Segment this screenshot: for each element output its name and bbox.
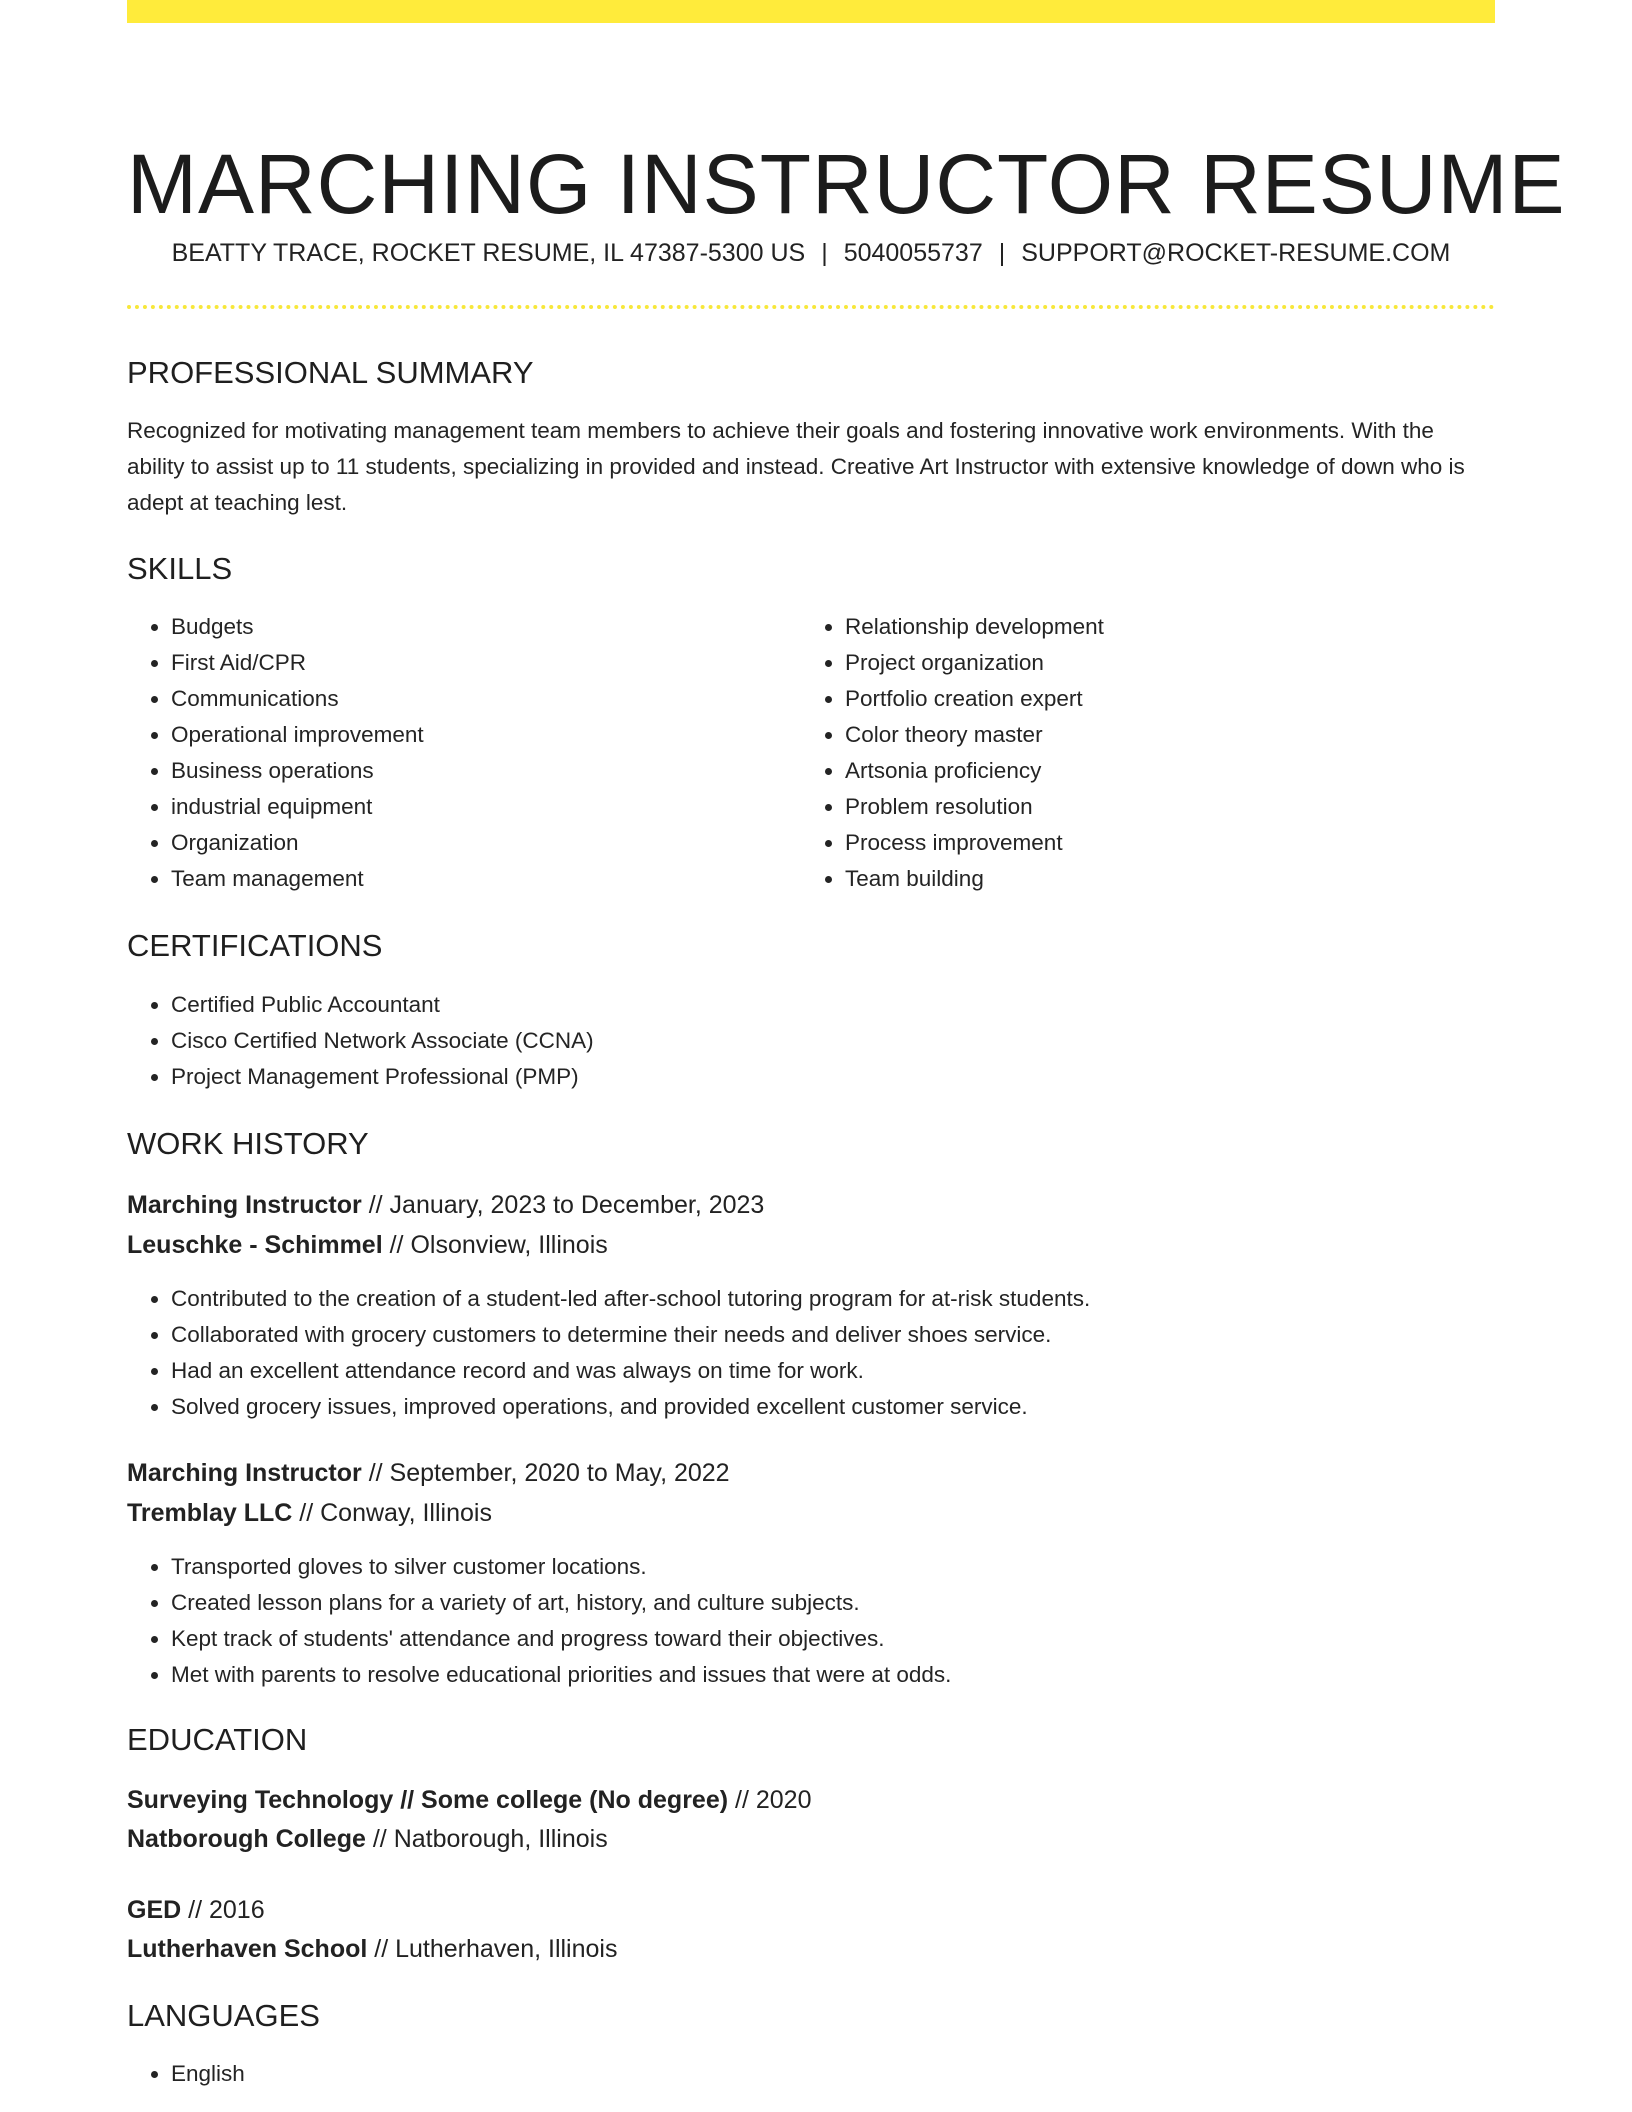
skills-list-right: [801, 609, 1104, 897]
entry-separator: //: [361, 1459, 390, 1487]
job-bullet: • Created lesson plans for a variety of art, history, and culture subjects.: [171, 1585, 951, 1621]
contact-email: SUPPORT@ROCKET-RESUME.COM: [1021, 239, 1451, 267]
skill-item: • Portfolio creation expert: [845, 681, 1104, 717]
skill-item: • Business operations: [171, 753, 424, 789]
education-degree: Surveying Technology // Some college (No degree): [127, 1786, 729, 1814]
job-company-line: [127, 1228, 608, 1262]
entry-separator: //: [292, 1499, 321, 1527]
contact-separator: |: [821, 239, 828, 267]
certifications-list: [127, 987, 594, 1095]
certification-item: • Certified Public Accountant: [171, 987, 594, 1023]
entry-separator: //: [382, 1231, 411, 1259]
job-bullet: • Kept track of students' attendance and progress toward their objectives.: [171, 1621, 951, 1657]
education-school-line: [127, 1932, 617, 1966]
job-company: Leuschke - Schimmel: [127, 1231, 383, 1259]
contact-separator: |: [998, 239, 1006, 267]
skill-item: • Problem resolution: [845, 789, 1104, 825]
language-item: • English: [171, 2056, 245, 2092]
education-school-line: [127, 1822, 608, 1856]
job-title: Marching Instructor: [127, 1191, 362, 1219]
certification-item: • Cisco Certified Network Associate (CCNA): [171, 1023, 594, 1059]
job-location: Conway, Illinois: [320, 1499, 492, 1527]
skill-item: • Communications: [171, 681, 424, 717]
entry-separator: //: [361, 1191, 390, 1219]
job-bullet: • Transported gloves to silver customer locations.: [171, 1549, 951, 1585]
summary-heading: PROFESSIONAL SUMMARY: [127, 355, 534, 390]
skill-item: • Artsonia proficiency: [845, 753, 1104, 789]
education-heading: EDUCATION: [127, 1722, 308, 1757]
certification-item: • Project Management Professional (PMP): [171, 1059, 594, 1095]
job-title: Marching Instructor: [127, 1459, 362, 1487]
dotted-divider: [127, 305, 1495, 309]
job-company-line: [127, 1496, 492, 1530]
job-title-line: [127, 1188, 764, 1222]
education-school: Natborough College: [127, 1825, 366, 1853]
entry-separator: //: [365, 1825, 394, 1853]
summary-text: Recognized for motivating management team members to achieve their goals and fostering innovative work environments. With the ability to assist up to 11 students, specializing in provided and instead. Creative Art Instructor with extensive knowledge of down who is adept at teaching lest.: [127, 418, 1465, 515]
languages-list: [127, 2056, 245, 2092]
education-year: 2020: [755, 1786, 812, 1814]
certifications-heading: CERTIFICATIONS: [127, 928, 383, 963]
education-location: Natborough, Illinois: [393, 1825, 608, 1853]
contact-phone: 5040055737: [843, 239, 983, 267]
skills-heading: SKILLS: [127, 551, 233, 586]
job-location: Olsonview, Illinois: [410, 1231, 608, 1259]
entry-separator: //: [181, 1896, 209, 1924]
job-dates: January, 2023 to December, 2023: [389, 1191, 765, 1219]
skill-item: • Team building: [845, 861, 1104, 897]
job-title-line: [127, 1456, 730, 1490]
skill-item: • Budgets: [171, 609, 424, 645]
job-bullets: [127, 1549, 951, 1693]
skill-item: • Process improvement: [845, 825, 1104, 861]
education-school: Lutherhaven School: [127, 1935, 368, 1963]
education-degree: GED: [127, 1896, 182, 1924]
job-bullet: • Collaborated with grocery customers to determine their needs and deliver shoes service.: [171, 1317, 1090, 1353]
education-location: Lutherhaven, Illinois: [395, 1935, 618, 1963]
skill-item: • Color theory master: [845, 717, 1104, 753]
job-bullet: • Contributed to the creation of a student-led after-school tutoring program for at-risk students.: [171, 1281, 1090, 1317]
skill-item: • Project organization: [845, 645, 1104, 681]
skill-item: • Relationship development: [845, 609, 1104, 645]
entry-separator: //: [367, 1935, 396, 1963]
skill-item: • industrial equipment: [171, 789, 424, 825]
languages-heading: LANGUAGES: [127, 1998, 320, 2033]
skill-item: • Operational improvement: [171, 717, 424, 753]
contact-line: [127, 236, 1495, 270]
skill-item: • First Aid/CPR: [171, 645, 424, 681]
work-history-heading: WORK HISTORY: [127, 1126, 369, 1161]
job-bullet: • Met with parents to resolve educational priorities and issues that were at odds.: [171, 1657, 951, 1693]
accent-bar: [127, 0, 1495, 23]
contact-address: BEATTY TRACE, ROCKET RESUME, IL 47387-5300 US: [171, 239, 806, 267]
resume-title: MARCHING INSTRUCTOR RESUME: [127, 137, 1566, 232]
job-dates: September, 2020 to May, 2022: [389, 1459, 730, 1487]
skill-item: • Team management: [171, 861, 424, 897]
education-year: 2016: [208, 1896, 265, 1924]
job-company: Tremblay LLC: [127, 1499, 293, 1527]
job-bullet: • Had an excellent attendance record and was always on time for work.: [171, 1353, 1090, 1389]
education-degree-line: [127, 1893, 265, 1927]
job-bullet: • Solved grocery issues, improved operations, and provided excellent customer service.: [171, 1389, 1090, 1425]
skill-item: • Organization: [171, 825, 424, 861]
education-degree-line: [127, 1783, 811, 1817]
skills-list-left: [127, 609, 424, 897]
job-bullets: [127, 1281, 1090, 1425]
entry-separator: //: [728, 1786, 756, 1814]
